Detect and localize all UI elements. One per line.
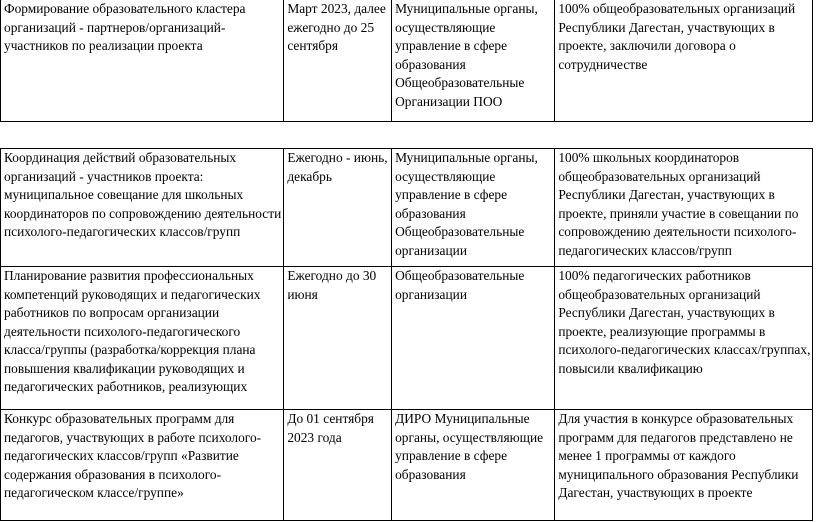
table-row: [1, 267, 813, 410]
result-cell: 100% общеобразовательных организаций Республики Дагестан, участвующих в проекте, заключили договора о сотрудничестве: [555, 0, 813, 122]
table-row: [1, 0, 813, 122]
result-cell: 100% школьных координаторов общеобразовательных организаций Республики Дагестан, участвующих в проекте, приняли участие в совещании по сопровождению деятельности психолого-педагогических классов/групп: [555, 149, 813, 267]
responsible-cell: Муниципальные органы, осуществляющие управление в сфере образования Общеобразовательные Организации ПОО: [392, 0, 555, 122]
result-cell: 100% педагогических работников общеобразовательных организаций Республики Дагестан, участвующих в проекте, реализующие программы в психолого-педагогических классах/группах, повысили квалификацию: [555, 267, 813, 410]
activity-cell: Планирование развития профессиональных компетенций руководящих и педагогических работников по вопросам организации деятельности психолого-педагогического класса/группы (разработка/коррекция плана повышения квалификации руководящих и педагогических работников, реализующих: [1, 267, 284, 410]
table-row: [1, 410, 813, 521]
responsible-cell: Муниципальные органы, осуществляющие управление в сфере образования Общеобразовательные организации: [392, 149, 555, 267]
table-row: [1, 149, 813, 267]
deadline-cell: До 01 сентября 2023 года: [284, 410, 392, 521]
responsible-cell: ДИРО Муниципальные органы, осуществляющие управление в сфере образования: [392, 410, 555, 521]
activity-cell: Конкурс образовательных программ для педагогов, участвующих в работе психолого-педагогических классов/групп «Развитие содержания образования в психолого-педагогическом классе/группе»: [1, 410, 284, 521]
deadline-cell: Март 2023, далее ежегодно до 25 сентября: [284, 0, 392, 122]
responsible-cell: Общеобразовательные организации: [392, 267, 555, 410]
deadline-cell: Ежегодно - июнь, декабрь: [284, 149, 392, 267]
result-cell: Для участия в конкурсе образовательных программ для педагогов представлено не менее 1 программы от каждого муниципального образования Республики Дагестан, участвующих в проекте: [555, 410, 813, 521]
deadline-cell: Ежегодно до 30 июня: [284, 267, 392, 410]
activity-cell: Формирование образовательного кластера организаций - партнеров/организаций-участников по реализации проекта: [1, 0, 284, 122]
activity-cell: Координация действий образовательных организаций - участников проекта: муниципальное совещание для школьных координаторов по сопровождению деятельности психолого-педагогических классов/групп: [1, 149, 284, 267]
activities-table-bottom: [0, 148, 813, 521]
activities-table-top: [0, 0, 813, 122]
